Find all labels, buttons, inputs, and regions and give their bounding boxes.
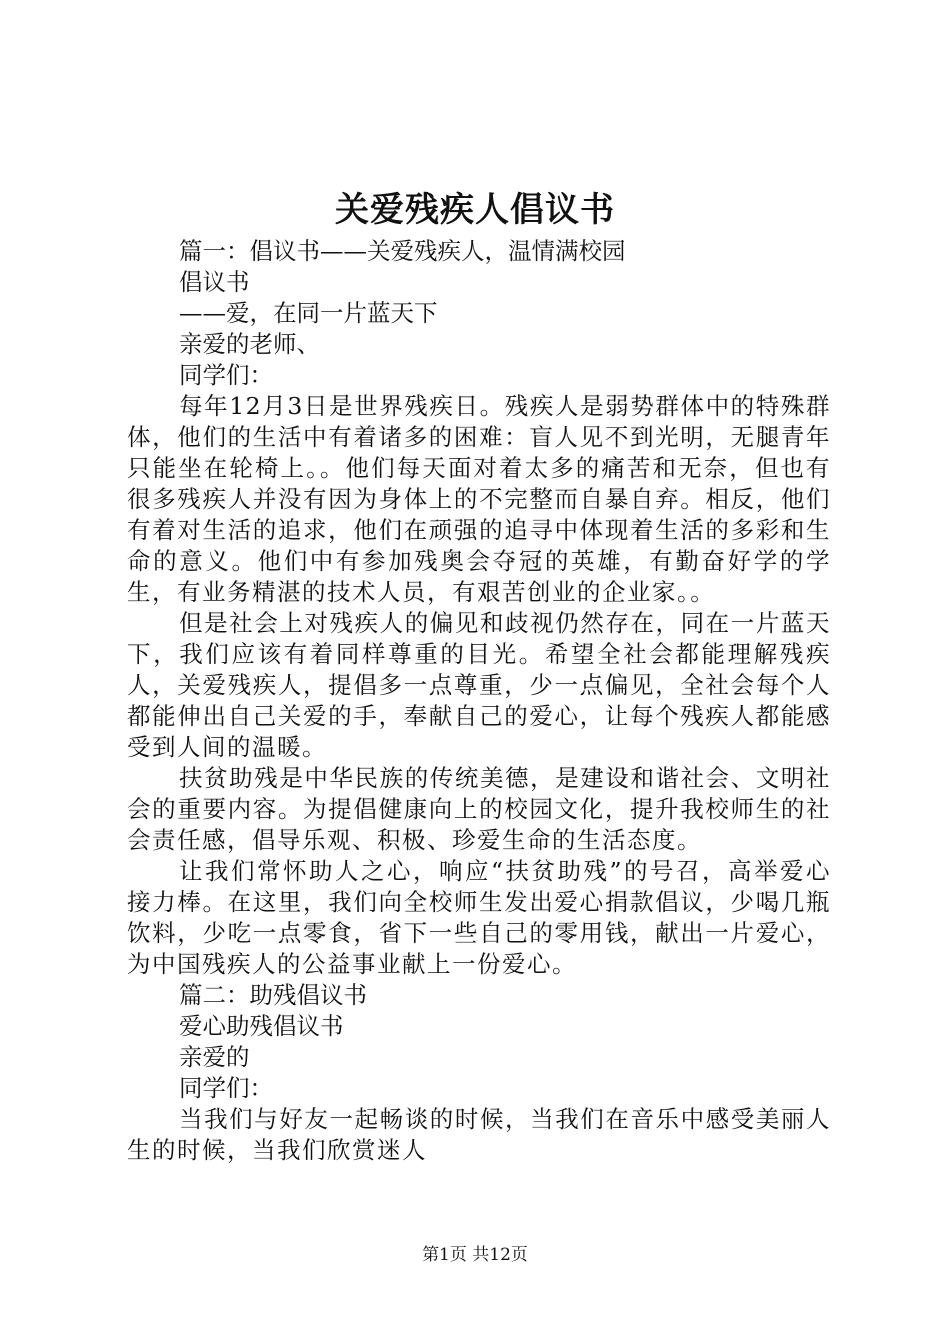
body-paragraph: 让我们常怀助人之心，响应“扶贫助残”的号召，高举爱心接力棒。在这里，我们向全校师生发出爱心捐款倡议，少喝几瓶饮料，少吃一点零食，省下一些自己的零用钱，献出一片爱心，为中国残疾人的公益事业献上一份爱心。 [127,857,831,978]
salutation-line-3: 亲爱的 [179,1043,250,1071]
page-footer: 第1页 共12页 [422,1245,528,1265]
letter-heading: 倡议书 [179,268,250,296]
body-paragraph: 每年12月3日是世界残疾日。残疾人是弱势群体中的特殊群体，他们的生活中有着诸多的困难：盲人见不到光明，无腿青年只能坐在轮椅上。。他们每天面对着太多的痛苦和无奈，但也有很多残疾人并没有因为身体上的不完整而自暴自弃。相反，他们有着对生活的追求，他们在顽强的追寻中体现着生活的多彩和生命的意义。他们中有参加残奥会夺冠的英雄，有勤奋好学的学生，有业务精湛的技术人员，有艰苦创业的企业家。。 [127,392,831,606]
body-paragraph: 扶贫助残是中华民族的传统美德，是建设和谐社会、文明社会的重要内容。为提倡健康向上的校园文化，提升我校师生的社会责任感，倡导乐观、积极、珍爱生命的生活态度。 [127,764,831,854]
section-heading-1: 篇一：倡议书——关爱残疾人，温情满校园 [179,237,626,265]
salutation-line-2: 同学们： [179,361,273,389]
body-paragraph: 当我们与好友一起畅谈的时候，当我们在音乐中感受美丽人生的时候，当我们欣赏迷人 [127,1105,831,1164]
document-body [127,236,831,1166]
salutation-line-1: 亲爱的老师、 [179,330,320,358]
letter-heading-2: 爱心助残倡议书 [179,1012,344,1040]
document-title: 关爱残疾人倡议书 [335,190,615,230]
salutation-line-4: 同学们： [179,1074,273,1102]
body-paragraph: 但是社会上对残疾人的偏见和歧视仍然存在，同在一片蓝天下，我们应该有着同样尊重的目光。希望全社会都能理解残疾人，关爱残疾人，提倡多一点尊重，少一点偏见，全社会每个人都能伸出自己关爱的手，奉献自己的爱心，让每个残疾人都能感受到人间的温暖。 [127,609,831,761]
letter-subtitle: ——爱，在同一片蓝天下 [179,299,438,327]
section-heading-2: 篇二：助残倡议书 [179,981,367,1009]
